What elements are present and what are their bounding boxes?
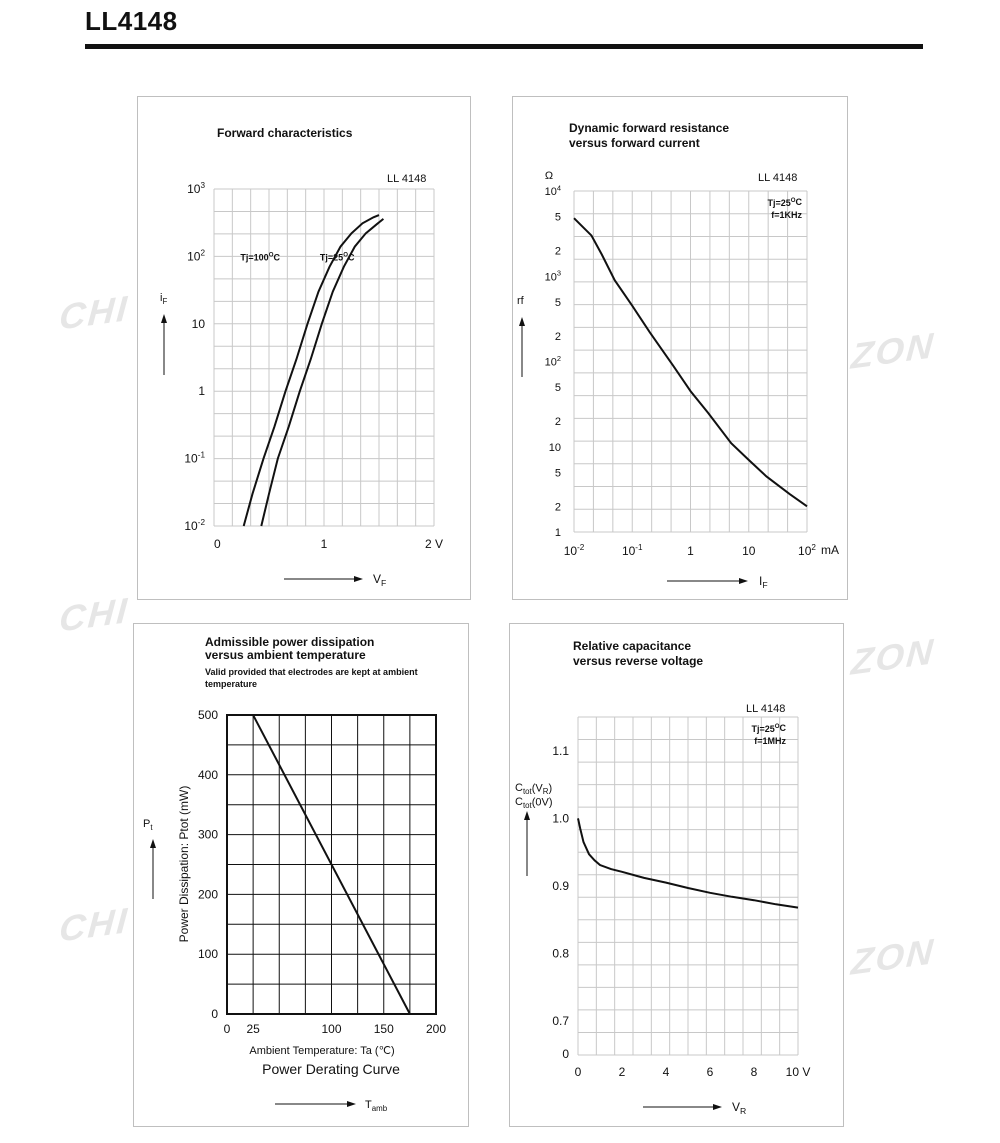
y-tick-label-12: $10^4$: [544, 183, 561, 198]
x-tick-label-2: 4: [662, 1065, 670, 1079]
chart-note-line-0: Valid provided that electrodes are kept at ambient: [205, 667, 418, 677]
x-tick-label-2: 100: [321, 1022, 342, 1036]
y-axis-label: $i_F$: [160, 292, 168, 306]
chart-note-line-1: temperature: [205, 679, 258, 689]
page-title: LL4148: [85, 6, 178, 36]
y-tick-label-3: 10: [548, 441, 561, 454]
chart-panel-forward: [137, 96, 471, 600]
watermark-zon-1: ZON: [849, 324, 937, 377]
chart-title-line-0: Relative capacitance: [573, 639, 692, 653]
watermark-chi-2: CHI: [57, 589, 131, 640]
x-axis-arrow-head: [347, 1101, 356, 1107]
condition-0: $Tj=25^OC$: [767, 197, 802, 208]
y-axis-arrow-head: [519, 317, 525, 326]
x-tick-label-1: $10^{-1}$: [621, 542, 643, 558]
y-tick-label-2: 200: [197, 887, 218, 902]
x-tick-label-2: 1: [687, 544, 694, 558]
x-tick-label-0: $10^{-2}$: [563, 542, 585, 558]
y-axis-label-line-0: $C_{tot}(V_R)$: [515, 782, 553, 796]
series-label-1: $Tj=25^OC$: [319, 251, 355, 263]
x-tick-label-4: 8: [750, 1065, 758, 1079]
chart-panel-dynamic-resistance: [512, 96, 848, 600]
y-tick-label-5: 5: [554, 382, 561, 395]
chart-panel-power-derating: [133, 623, 469, 1127]
y-tick-label-6: $10^2$: [544, 353, 561, 369]
y-tick-label-4: $10^2$: [187, 248, 205, 264]
y-tick-label-2: 5: [554, 467, 561, 480]
y-tick-label-2: 0.9: [552, 879, 569, 893]
x-axis-arrow-head: [354, 576, 363, 582]
y-tick-label-5: $10^3$: [187, 180, 205, 196]
watermark-zon-2: ZON: [849, 630, 937, 683]
watermark-zon-3: ZON: [849, 930, 937, 983]
power-derating-chart: [134, 624, 468, 1126]
chart-title-line-1: versus reverse voltage: [573, 654, 704, 668]
x-tick-label-3: 6: [706, 1065, 714, 1079]
chart-title-line-1: versus forward current: [569, 136, 700, 150]
y-axis-label-line-1: $C_{tot}(0V)$: [515, 796, 553, 810]
y-tick-label-9: $10^3$: [544, 268, 561, 284]
series-line-tj25: [261, 219, 383, 526]
y-tick-label-5: 500: [197, 708, 218, 722]
y-tick-label-11: 5: [554, 211, 561, 224]
x-axis-arrow-head: [713, 1104, 722, 1110]
y-tick-label-1: $10^{-1}$: [184, 450, 205, 466]
y-tick-label-0: 0: [211, 1007, 218, 1021]
x-tick-label-0: 0: [574, 1065, 582, 1079]
x-tick-label-1: 1: [320, 537, 328, 551]
x-axis-arrow-head: [739, 578, 748, 584]
chart-panel-capacitance: [509, 623, 844, 1127]
y-tick-label-3: 10: [191, 316, 205, 331]
x-unit-label: mA: [821, 543, 839, 557]
unit-symbol: Ω: [544, 170, 554, 182]
x-axis-label: $I_F$: [759, 574, 768, 590]
x-tick-label-3: 150: [373, 1022, 394, 1036]
y-tick-label-4: 0.7: [552, 1014, 569, 1029]
part-label: LL 4148: [387, 173, 427, 185]
part-label: LL 4148: [758, 172, 798, 184]
chart-caption: Power Derating Curve: [262, 1061, 400, 1077]
y-tick-label-8: 5: [554, 296, 561, 309]
y-tick-label-0: 1: [554, 527, 561, 539]
x-axis-label: $V_R$: [732, 1100, 747, 1116]
watermark-chi-3: CHI: [57, 899, 131, 950]
title-underline: [85, 44, 923, 49]
y-tick-label-4: 2: [554, 416, 561, 429]
y-axis-arrow-head: [161, 314, 167, 323]
condition-1: f=1MHz: [754, 736, 786, 746]
y-axis-arrow-head: [150, 839, 156, 848]
x-tick-label-3: 10: [742, 544, 756, 558]
x-tick-label-1: 2: [618, 1065, 626, 1079]
condition-0: $Tj=25^OC$: [751, 723, 786, 734]
x-tick-label-4: $10^2$: [798, 542, 816, 558]
x-tick-label-0: 0: [223, 1022, 231, 1036]
y-tick-label-1: 100: [197, 947, 218, 962]
series-label-0: $Tj=100^OC$: [240, 251, 280, 263]
chart-title-line-1: versus ambient temperature: [205, 648, 366, 662]
x-tick-label-4: 200: [425, 1022, 447, 1036]
part-label: LL 4148: [746, 703, 786, 715]
y-tick-label-10: 2: [554, 245, 561, 258]
y-tick-label-0: $10^{-2}$: [184, 517, 205, 533]
chart-title-line-0: Dynamic forward resistance: [569, 121, 730, 135]
x-tick-label-0: 0: [214, 537, 221, 551]
y-tick-label-0: 1.1: [552, 743, 569, 758]
y-zero-label: 0: [562, 1047, 569, 1061]
y-tick-label-4: 400: [197, 767, 218, 782]
x-tick-label-1: 25: [246, 1022, 260, 1036]
x-axis-label: Ambient Temperature: Ta (℃): [249, 1045, 395, 1057]
y-axis-label: Power Dissipation: Ptot (mW): [177, 785, 191, 943]
y-axis-arrow-head: [524, 811, 530, 820]
condition-1: f=1KHz: [771, 210, 802, 220]
y-tick-label-7: 2: [554, 330, 561, 343]
x-axis-label: $V_F$: [373, 572, 387, 588]
x-arrow-label: $T_{amb}$: [365, 1099, 388, 1113]
forward-characteristics-chart: [138, 97, 470, 599]
x-tick-label-5: 10 V: [785, 1065, 811, 1079]
y-tick-label-1: 1.0: [552, 811, 569, 826]
watermark-chi-1: CHI: [57, 287, 131, 338]
dynamic-resistance-chart: [513, 97, 847, 599]
y-tick-label-3: 0.8: [552, 946, 569, 961]
y-axis-label: rf: [517, 295, 524, 307]
y-tick-label-1: 2: [554, 501, 561, 514]
x-tick-label-2: 2 V: [424, 537, 444, 551]
relative-capacitance-chart: [510, 624, 843, 1126]
side-label: $P_t$: [143, 818, 153, 832]
chart-title: Forward characteristics: [217, 126, 353, 140]
y-tick-label-2: 1: [198, 384, 205, 399]
chart-title-line-0: Admissible power dissipation: [205, 635, 375, 649]
y-tick-label-3: 300: [197, 827, 218, 842]
